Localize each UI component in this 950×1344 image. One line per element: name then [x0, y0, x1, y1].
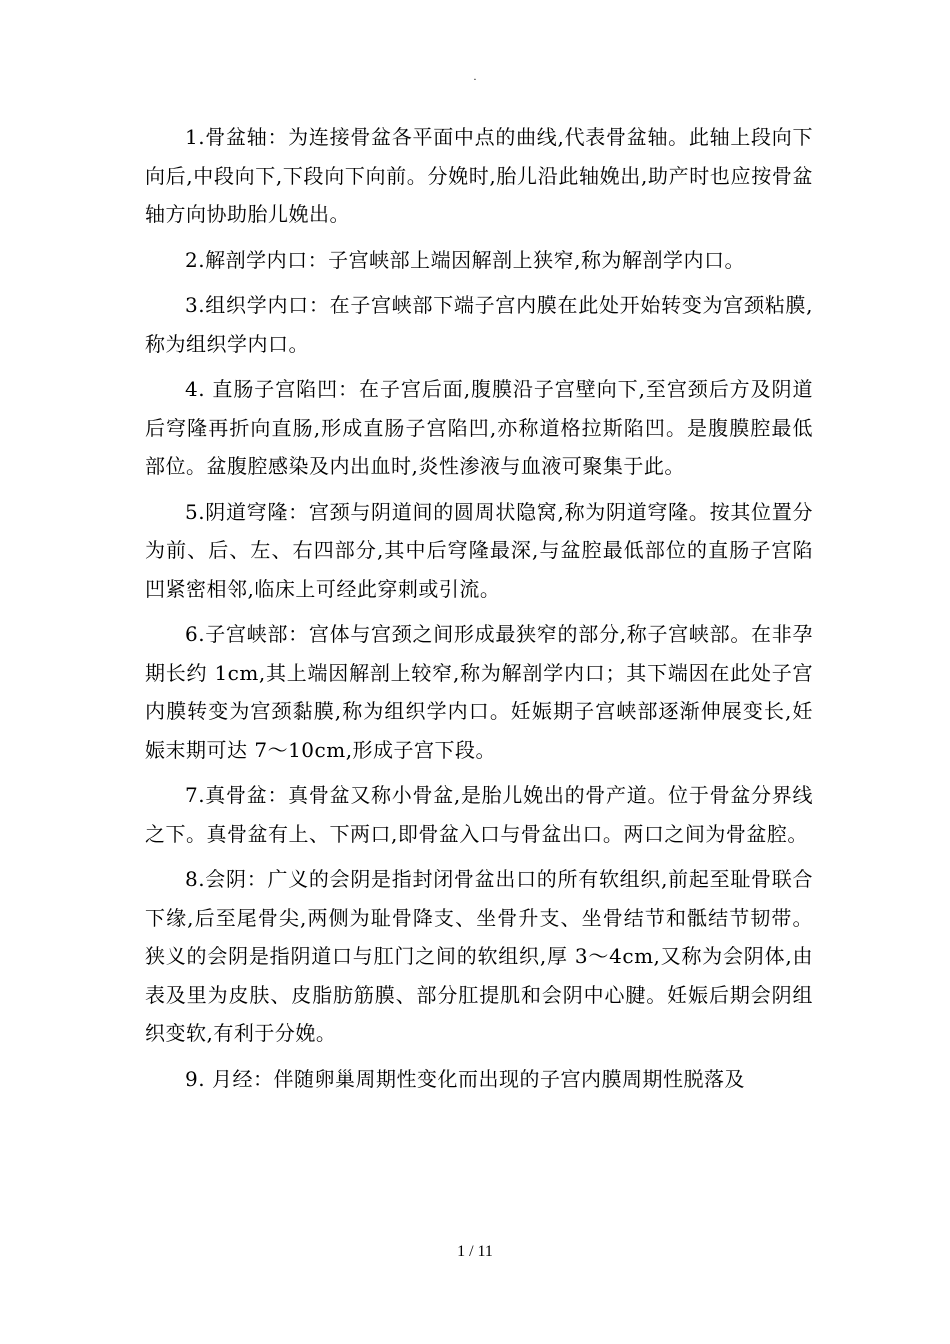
paragraph-perineum: 8.会阴：广义的会阴是指封闭骨盆出口的所有软组织,前起至耻骨联合下缘,后至尾骨尖,两侧为耻骨降支、坐骨升支、坐骨结节和骶结节韧带。狭义的会阴是指阴道口与肛门之间的软组织,厚 3～4cm,又称为会阴体,由表及里为皮肤、皮脂肪筋膜、部分肛提肌和会阴中心腱。妊娠后期会阴组织变软,有利于分娩。 [145, 867, 813, 1045]
paragraph-anatomical-internal-os: 2.解剖学内口：子宫峡部上端因解剖上狭窄,称为解剖学内口。 [185, 247, 745, 272]
document-body [145, 118, 813, 1105]
paragraph-vaginal-fornix: 5.阴道穹隆：宫颈与阴道间的圆周状隐窝,称为阴道穹隆。按其位置分为前、后、左、右四部分,其中后穹隆最深,与盆腔最低部位的直肠子宫陷凹紧密相邻,临床上可经此穿刺或引流。 [145, 499, 813, 601]
paragraph-rectouterine-pouch: 4. 直肠子宫陷凹：在子宫后面,腹膜沿子宫壁向下,至宫颈后方及阴道后穹隆再折向直肠,形成直肠子宫陷凹,亦称道格拉斯陷凹。是腹膜腔最低部位。盆腹腔感染及内出血时,炎性渗液与血液可聚集于此。 [145, 377, 813, 478]
page-number: 1 / 11 [457, 1243, 493, 1260]
paragraph-pelvic-axis: 1.骨盆轴：为连接骨盆各平面中点的曲线,代表骨盆轴。此轴上段向下向后,中段向下,下段向下向前。分娩时,胎儿沿此轴娩出,助产时也应按骨盆轴方向协助胎儿娩出。 [145, 125, 813, 226]
paragraph-uterine-isthmus: 6.子宫峡部：宫体与宫颈之间形成最狭窄的部分,称子宫峡部。在非孕期长约 1cm,其上端因解剖上较窄,称为解剖学内口；其下端因在此处子宫内膜转变为宫颈黏膜,称为组织学内口。妊娠期子宫峡部逐渐伸展变长,妊娠末期可达 7～10cm,形成子宫下段。 [145, 622, 813, 762]
paragraph-histological-internal-os: 3.组织学内口：在子宫峡部下端子宫内膜在此处开始转变为宫颈粘膜,称为组织学内口。 [145, 293, 813, 356]
paragraph-true-pelvis: 7.真骨盆：真骨盆又称小骨盆,是胎儿娩出的骨产道。位于骨盆分界线之下。真骨盆有上、下两口,即骨盆入口与骨盆出口。两口之间为骨盆腔。 [145, 783, 813, 846]
paragraph-menstruation: 9. 月经：伴随卵巢周期性变化而出现的子宫内膜周期性脱落及 [185, 1066, 745, 1091]
header-mark: . [473, 72, 477, 83]
